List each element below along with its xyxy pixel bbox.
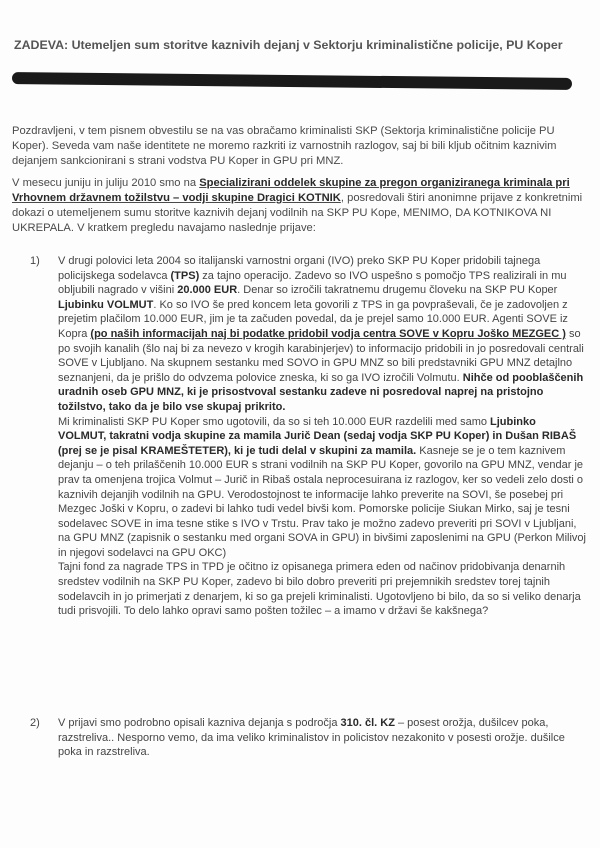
item1-text: Kasneje se je o tem kaznivem dejanju – o teh prilaščenih 10.000 EUR s strani vodilnih na SKP PU Koper, govorilo na GPU MNZ, vendar je prav ta omenjena trojica Volmut – Jurič in Ribaš ostala neprocesuirana iz razlogov, ker so vedeli zelo dosti o kaznivih dejanjih vodilnih na GPU. Verodostojnost te informacije lahko preverite na SOVI, še posebej pri Mezgec Joški v Kopru, o zadevi bi lahko tudi vedel bivši kom. Pomorske policije Siukan Mirko, saj je tesni sodelavec SOVE in ima tesne stike s IVO v Trstu. Prav tako je možno zadevo preveriti pri SOVI v Ljubljani, na GPU MNZ (zapisnik o sestanku med organi SOVA in GPU) in bivšimi zaposlenimi na GPU (Perkon Milivoj in njegovi sodelavci na GPU OKC) — [58, 444, 586, 559]
item1-text: . Ko so IVO še pred koncem leta govorili z TPS in ga povpraševali, če je zadovoljen z prejetim plačilom 10.000 EUR, jim je ta začuden povedal, da je prejel samo 10.000 EUR. Agenti SOVE iz Kopra — [58, 298, 568, 340]
item1-text: V drugi polovici leta 2004 so italijanski varnostni organi (IVO) preko SKP PU Koper pridobili tajnega policijskega sodelavca — [58, 255, 541, 282]
item2-bold: 310. čl. KZ — [340, 717, 395, 729]
item2-text: – posest orožja, dušilcev poka, razstreliva.. Nesporno vemo, da ima veliko kriminalistov in policistov nezakonito v posesti orožje. dušilce poka in razstreliva. — [58, 717, 565, 759]
item1-underlined-bold: (po naših informacijah naj bi podatke pridobil vodja centra SOVE v Kopru Joško MEZGEC ) — [90, 327, 566, 340]
item2-text: V prijavi smo podrobno opisali kazniva dejanja s področja — [58, 717, 341, 729]
item1-text: Mi kriminalisti SKP PU Koper smo ugotovili, da so si teh 10.000 EUR razdelili med samo — [58, 415, 491, 428]
item1-bold: Ljubinko VOLMUT, takratni vodja skupine za mamila Jurič Dean (sedaj vodja SKP PU Koper) in Dušan RIBAŠ (prej se je pisal KRAMEŠTETER), ki je tudi delal v skupini za mamila. — [58, 415, 577, 457]
item1-text: za tajno operacijo. Zadevo so IVO uspešno s pomočjo TPS realizirali in mu obljubili nagrado v višini — [58, 269, 567, 297]
prosecution-unit-link-text: Specializirani oddelek skupine za pregon organiziranega kriminala pri Vrhovnem državnem tožilstvu – vodji skupine Dragici KOTNIK — [12, 177, 570, 204]
item1-paragraph-main — [58, 254, 586, 415]
item1-bold: Ljubinku VOLMUT — [58, 298, 154, 311]
item1-bold: (TPS) — [170, 269, 200, 282]
item1-text: . Denar so izročili takratnemu drugemu človeku na SKP PU Koper — [237, 284, 558, 297]
item-body — [58, 254, 586, 619]
intro-paragraph: Pozdravljeni, v tem pisnem obvestilu se na vas obračamo kriminalisti SKP (Sektorja kriminalistične policije PU Koper). Seveda vam naše identitete ne moremo razkriti iz varnostnih razlogov, saj bi bili kljub očitnim kaznivim dejanjem sankcionirani s strani vodstva PU Koper in GPU pri MNZ. — [12, 125, 557, 167]
item1-text: so po svojih kanalih (šlo naj bi za nevezo v krogih karabinjerjev) to informacijo pridobili in jo posredovali centrali SOVE v Ljubljano. Na skupnem sestanku med SOVO in GPU MNZ so bili predstavniki GPU MNZ detajlno seznanjeni, da je prišlo do odvzema polovice zneska, ki so ga IVO izročili Volmutu. — [58, 327, 584, 384]
summary-text-a: V mesecu juniju in juliju 2010 smo na — [12, 177, 200, 189]
subject-heading: ZADEVA: Utemeljen sum storitve kaznivih dejanj v Sektorju kriminalistične policije, PU Koper — [14, 38, 563, 52]
summary-text-b: , posredovali štiri anonimne prijave z konkretnimi dokazi o utemeljenem sumu storitve kaznivih dejanj vodilnih na SKP PU Kope, MENIMO, DA KOTNIKOVA NI UKREPALA. V kratkem pregledu navajamo naslednje prijave: — [12, 192, 583, 234]
report-item-1 — [30, 254, 586, 619]
item1-paragraph-findings — [58, 415, 586, 561]
item1-paragraph-fund: Tajni fond za nagrade TPS in TPD je očitno iz opisanega primera eden od načinov pridobivanja denarnih sredstev vodilnih na SKP PU Koper, zadevo bi bilo dobro preveriti pri prejemnikih sredstev torej tajnih sodelavcih in jo primerjati z denarjem, ki so ga prejeli kriminalisti. Ugotovljeno bi bilo, da so si veliko denarja tudi prisvojili. To delo lahko opravi samo pošten tožilec – a imamo v državi še kakšnega? — [58, 561, 581, 618]
item1-bold: Nihče od pooblaščenih uradnih oseb GPU MNZ, ki je prisostvoval sestanku zadeve ni posredoval naprej na pristojno tožilstvo, tako da je bilo vse skupaj prikrito. — [58, 371, 584, 413]
report-item-2 — [30, 716, 586, 760]
item-body — [58, 716, 586, 760]
report-summary-paragraph — [12, 176, 584, 236]
item-number: 2) — [30, 717, 40, 729]
item-number: 1) — [30, 255, 40, 267]
redaction-bar — [12, 72, 572, 90]
item1-bold: 20.000 EUR — [177, 284, 238, 297]
